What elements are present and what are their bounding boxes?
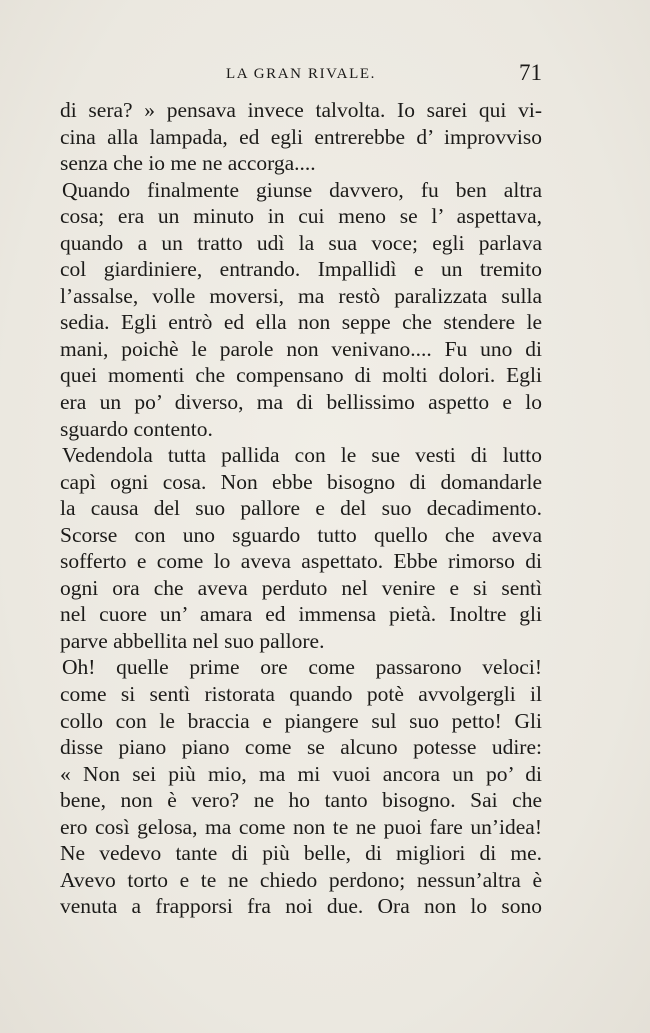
- text-line: Avevo torto e te ne chiedo perdono; nessun’altra è: [60, 867, 542, 892]
- text-line: ero così gelosa, ma come non te ne puoi fare un’idea!: [60, 814, 542, 839]
- text-line: la causa del suo pallore e del suo decadimento.: [60, 496, 542, 521]
- text-line: parve abbellita nel suo pallore.: [60, 628, 325, 653]
- text-line: quei momenti che compensano di molti dolori. Egli: [60, 363, 542, 388]
- body-text: [60, 97, 542, 920]
- text-line: di sera? » pensava invece talvolta. Io sarei qui vi-: [60, 98, 542, 122]
- page-number: 71: [519, 60, 542, 85]
- text-line: venuta a frapporsi fra noi due. Ora non lo sono: [60, 894, 542, 919]
- text-line: bene, non è vero? ne ho tanto bisogno. Sai che: [60, 788, 542, 813]
- text-line: quando a un tratto udì la sua voce; egli parlava: [60, 230, 542, 255]
- text-line: collo con le braccia e piangere sul suo petto! Gli: [60, 708, 542, 733]
- text-line: ogni ora che aveva perduto nel venire e si sentì: [60, 575, 542, 600]
- text-line: capì ogni cosa. Non ebbe bisogno di domandarle: [60, 469, 542, 494]
- text-line: mani, poichè le parole non venivano.... Fu uno di: [60, 336, 542, 361]
- text-line: senza che io me ne accorga....: [60, 151, 316, 176]
- text-line: cosa; era un minuto in cui meno se l’ aspettava,: [60, 204, 542, 229]
- text-line: Scorse con uno sguardo tutto quello che aveva: [60, 522, 542, 547]
- text-line: Oh! quelle prime ore come passarono veloci!: [62, 655, 542, 680]
- text-line: col giardiniere, entrando. Impallidì e un tremito: [60, 257, 542, 282]
- running-title: LA GRAN RIVALE.: [226, 66, 376, 82]
- text-line: sguardo contento.: [60, 416, 213, 441]
- text-line: era un po’ diverso, ma di bellissimo aspetto e lo: [60, 390, 542, 415]
- text-line: « Non sei più mio, ma mi vuoi ancora un po’ di: [60, 761, 542, 786]
- text-line: sedia. Egli entrò ed ella non seppe che stendere le: [60, 310, 542, 335]
- text-line: l’assalse, volle moversi, ma restò paralizzata sulla: [60, 283, 542, 308]
- text-line: sofferto e come lo aveva aspettato. Ebbe rimorso di: [60, 549, 542, 574]
- text-line: disse piano piano come se alcuno potesse udire:: [60, 735, 542, 760]
- text-line: Quando finalmente giunse davvero, fu ben altra: [62, 177, 542, 202]
- text-line: Vedendola tutta pallida con le sue vesti di lutto: [62, 443, 542, 468]
- text-line: nel cuore un’ amara ed immensa pietà. Inoltre gli: [60, 602, 542, 627]
- page-header: [60, 60, 542, 90]
- text-line: Ne vedevo tante di più belle, di migliori di me.: [60, 841, 542, 866]
- text-line: come si sentì ristorata quando potè avvolgergli il: [60, 682, 542, 707]
- text-line: cina alla lampada, ed egli entrerebbe d’ improvviso: [60, 124, 542, 149]
